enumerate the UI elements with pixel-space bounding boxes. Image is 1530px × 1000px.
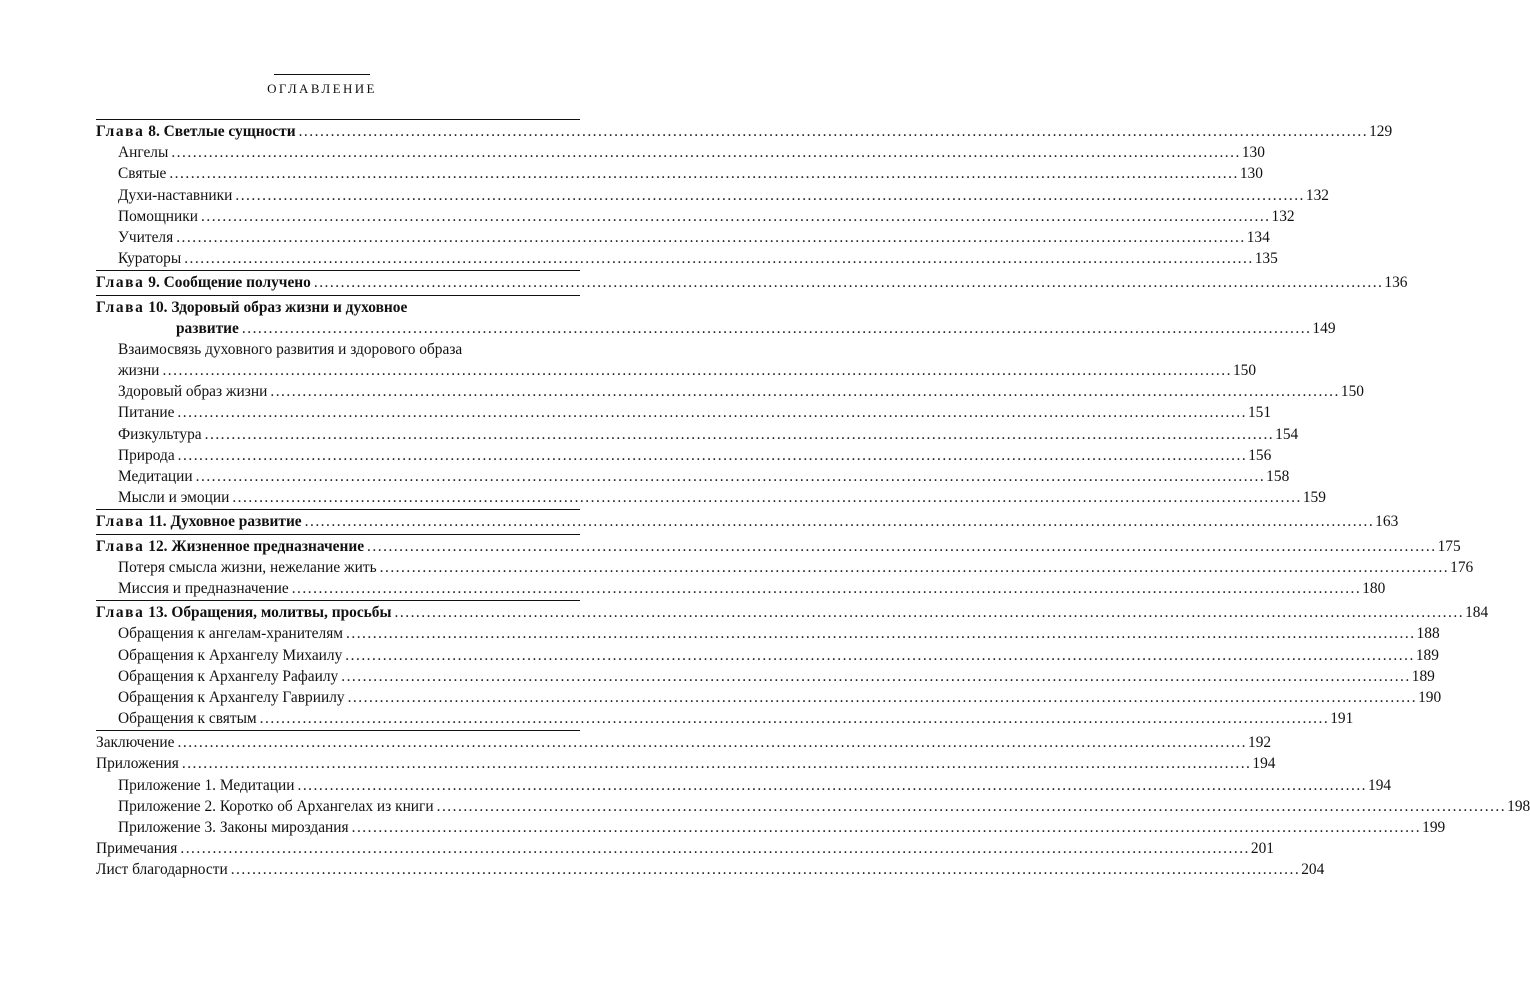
leader-dots: ........................................................................................................................................................................................................: [171, 144, 1241, 162]
toc-item[interactable]: [96, 142, 1265, 163]
toc-item[interactable]: [96, 466, 1290, 487]
page-number: 189: [1415, 646, 1439, 664]
page-number: 189: [1411, 667, 1435, 685]
item-title: Миссия и предназначение: [118, 579, 289, 597]
toc-item[interactable]: [96, 708, 1354, 729]
toc-item[interactable]: [96, 557, 1474, 578]
toc-item[interactable]: [96, 578, 1386, 599]
chapter-word: Глава: [96, 604, 145, 622]
page-number: 180: [1362, 579, 1386, 597]
leader-dots: ........................................................................................................................................................................................................: [204, 425, 1275, 443]
chapter-title: 9. Сообщение получено: [148, 274, 311, 292]
toc-item[interactable]: [96, 227, 1270, 248]
item-title: Потеря смысла жизни, нежелание жить: [118, 558, 377, 576]
leader-dots: ........................................................................................................................................................................................................: [259, 710, 1330, 728]
section-divider: [96, 270, 580, 271]
section-divider: [96, 509, 580, 510]
item-title: Лист благодарности: [96, 861, 228, 879]
item-title: Обращения к святым: [118, 710, 257, 728]
item-title-continued: жизни: [118, 362, 160, 380]
page-title: ОГЛАВЛЕНИЕ: [267, 81, 377, 96]
toc-item[interactable]: [96, 687, 1442, 708]
toc-item[interactable]: [96, 623, 1440, 644]
page-number: 175: [1437, 537, 1461, 555]
leader-dots: ........................................................................................................................................................................................................: [241, 319, 1312, 337]
chapter-title: 8. Светлые сущности: [148, 123, 296, 140]
page-number: 132: [1271, 207, 1295, 225]
leader-dots: ........................................................................................................................................................................................................: [201, 207, 1271, 225]
page-number: 176: [1450, 558, 1474, 576]
page-number: 192: [1248, 734, 1272, 752]
page-number: 149: [1312, 319, 1336, 337]
item-title: Приложение 2. Коротко об Архангелах из книги: [118, 797, 434, 815]
leader-dots: ........................................................................................................................................................................................................: [162, 362, 1232, 380]
page-number: 199: [1422, 819, 1446, 836]
page-number: 136: [1384, 274, 1408, 292]
item-title: Природа: [118, 446, 175, 464]
page-number: 135: [1254, 250, 1278, 268]
toc-header: [0, 74, 644, 97]
chapter-title-continued: развитие: [176, 319, 239, 337]
chapter-word: Глава: [96, 274, 145, 292]
leader-dots: ........................................................................................................................................................................................................: [180, 840, 1250, 858]
page-number: 156: [1248, 446, 1272, 464]
toc-chapter-10-continued[interactable]: [96, 318, 1336, 339]
item-title: Приложения: [96, 755, 179, 773]
item-title: Питание: [118, 404, 175, 422]
item-title: Физкультура: [118, 425, 202, 443]
item-title: Примечания: [96, 840, 178, 858]
section-divider: [96, 534, 580, 535]
section-divider: [96, 730, 580, 731]
chapter-word: Глава: [96, 513, 145, 531]
item-title: Здоровый образ жизни: [118, 383, 268, 401]
leader-dots: ........................................................................................................................................................................................................: [436, 797, 1507, 815]
toc-item[interactable]: [96, 796, 1530, 817]
chapter-word: Глава: [96, 123, 145, 140]
page-number: 129: [1369, 123, 1393, 140]
toc-item[interactable]: [96, 645, 1439, 666]
page-number: 191: [1330, 710, 1354, 728]
page-number: 151: [1247, 404, 1272, 422]
leader-dots: ........................................................................................................................................................................................................: [181, 755, 1252, 773]
item-title: Обращения к Архангелу Михаилу: [118, 646, 343, 664]
toc-conclusion[interactable]: [96, 732, 1272, 753]
item-title: Учителя: [118, 228, 174, 246]
toc-item[interactable]: [96, 206, 1295, 227]
page-number: 130: [1239, 165, 1263, 183]
page-number: 188: [1416, 625, 1440, 643]
leader-dots: ........................................................................................................................................................................................................: [230, 861, 1301, 879]
page-number: 198: [1507, 797, 1530, 815]
toc-item[interactable]: [96, 339, 580, 360]
leader-dots: ........................................................................................................................................................................................................: [341, 667, 1411, 685]
chapter-title: 13. Обращения, молитвы, просьбы: [148, 604, 392, 622]
toc-chapter-13[interactable]: [96, 602, 1489, 623]
item-title: Обращения к ангелам-хранителям: [118, 625, 344, 643]
leader-dots: ........................................................................................................................................................................................................: [367, 537, 1437, 555]
item-title: Мысли и эмоции: [118, 489, 230, 507]
toc-chapter-12[interactable]: [96, 536, 1461, 557]
section-divider: [96, 295, 580, 296]
toc-acknowledgements[interactable]: [96, 859, 1325, 880]
page-number: 194: [1368, 776, 1392, 794]
page-number: 150: [1232, 362, 1257, 380]
page-number: 184: [1465, 604, 1489, 622]
page-number: 159: [1302, 489, 1326, 507]
page-number: 154: [1275, 425, 1299, 443]
toc-item[interactable]: [96, 163, 1263, 184]
toc-item[interactable]: [96, 817, 1446, 838]
chapter-title: 10. Здоровый образ жизни и духовное: [148, 298, 408, 316]
leader-dots: ........................................................................................................................................................................................................: [177, 404, 1247, 422]
page-number: 163: [1375, 513, 1399, 531]
leader-dots: ........................................................................................................................................................................................................: [232, 489, 1302, 507]
toc-item[interactable]: [96, 445, 1272, 466]
page-number: 158: [1266, 468, 1290, 485]
toc-item[interactable]: [96, 381, 1364, 402]
toc-chapter-11[interactable]: [96, 511, 1399, 532]
toc-item[interactable]: [96, 185, 1329, 206]
item-title: Заключение: [96, 734, 175, 752]
item-title: Кураторы: [118, 250, 182, 268]
section-divider: [96, 119, 580, 120]
item-title: Ангелы: [118, 144, 169, 162]
item-title: Приложение 3. Законы мироздания: [118, 819, 349, 836]
leader-dots: ........................................................................................................................................................................................................: [169, 165, 1239, 183]
leader-dots: ........................................................................................................................................................................................................: [347, 688, 1418, 706]
item-title: Приложение 1. Медитации: [118, 776, 295, 794]
item-title: Святые: [118, 165, 167, 183]
item-title: Медитации: [118, 468, 193, 485]
toc-item[interactable]: [96, 248, 1278, 269]
toc-item[interactable]: [96, 666, 1435, 687]
toc-notes[interactable]: [96, 838, 1274, 859]
page-number: 190: [1418, 688, 1442, 706]
toc-item[interactable]: [96, 775, 1392, 796]
leader-dots: ........................................................................................................................................................................................................: [235, 186, 1305, 204]
page-number: 130: [1241, 144, 1265, 162]
chapter-title: 11. Духовное развитие: [148, 513, 302, 531]
toc-item-continued[interactable]: [96, 360, 1257, 381]
leader-dots: ........................................................................................................................................................................................................: [177, 734, 1248, 752]
page-number: 194: [1252, 755, 1276, 773]
leader-dots: ........................................................................................................................................................................................................: [177, 446, 1248, 464]
leader-dots: ........................................................................................................................................................................................................: [351, 819, 1422, 836]
page-number: 150: [1340, 383, 1364, 401]
page-number: 134: [1246, 228, 1270, 246]
page-number: 132: [1305, 186, 1329, 204]
leader-dots: ........................................................................................................................................................................................................: [297, 776, 1368, 794]
item-title: Обращения к Архангелу Рафаилу: [118, 667, 339, 685]
leader-dots: ........................................................................................................................................................................................................: [184, 250, 1254, 268]
toc-appendices[interactable]: [96, 753, 1276, 774]
leader-dots: ........................................................................................................................................................................................................: [379, 558, 1450, 576]
page-number: 201: [1250, 840, 1274, 858]
toc-item[interactable]: [96, 424, 1299, 445]
leader-dots: ........................................................................................................................................................................................................: [270, 383, 1340, 401]
leader-dots: ........................................................................................................................................................................................................: [298, 123, 1369, 140]
leader-dots: ........................................................................................................................................................................................................: [195, 468, 1266, 485]
item-title: Обращения к Архангелу Гавриилу: [118, 688, 345, 706]
leader-dots: ........................................................................................................................................................................................................: [345, 646, 1415, 664]
leader-dots: ........................................................................................................................................................................................................: [394, 604, 1465, 622]
leader-dots: ........................................................................................................................................................................................................: [176, 228, 1246, 246]
item-title: Духи-наставники: [118, 186, 233, 204]
leader-dots: ........................................................................................................................................................................................................: [346, 625, 1416, 643]
page-number: 204: [1301, 861, 1325, 879]
table-of-contents: [96, 118, 1530, 881]
chapter-word: Глава: [96, 537, 145, 555]
chapter-word: Глава: [96, 298, 145, 316]
leader-dots: ........................................................................................................................................................................................................: [304, 513, 1375, 531]
item-title: Помощники: [118, 207, 198, 225]
leader-dots: ........................................................................................................................................................................................................: [291, 579, 1362, 597]
section-divider: [96, 600, 580, 601]
chapter-title: 12. Жизненное предназначение: [148, 537, 365, 555]
item-title: Взаимосвязь духовного развития и здорового образа: [118, 340, 463, 358]
toc-item[interactable]: [96, 402, 1272, 423]
toc-item[interactable]: [96, 487, 1326, 508]
toc-chapter-10[interactable]: [96, 297, 580, 318]
toc-chapter-9[interactable]: [96, 272, 1408, 293]
toc-chapter-8[interactable]: [96, 121, 1393, 142]
leader-dots: ........................................................................................................................................................................................................: [313, 274, 1384, 292]
header-rule: [274, 74, 370, 75]
